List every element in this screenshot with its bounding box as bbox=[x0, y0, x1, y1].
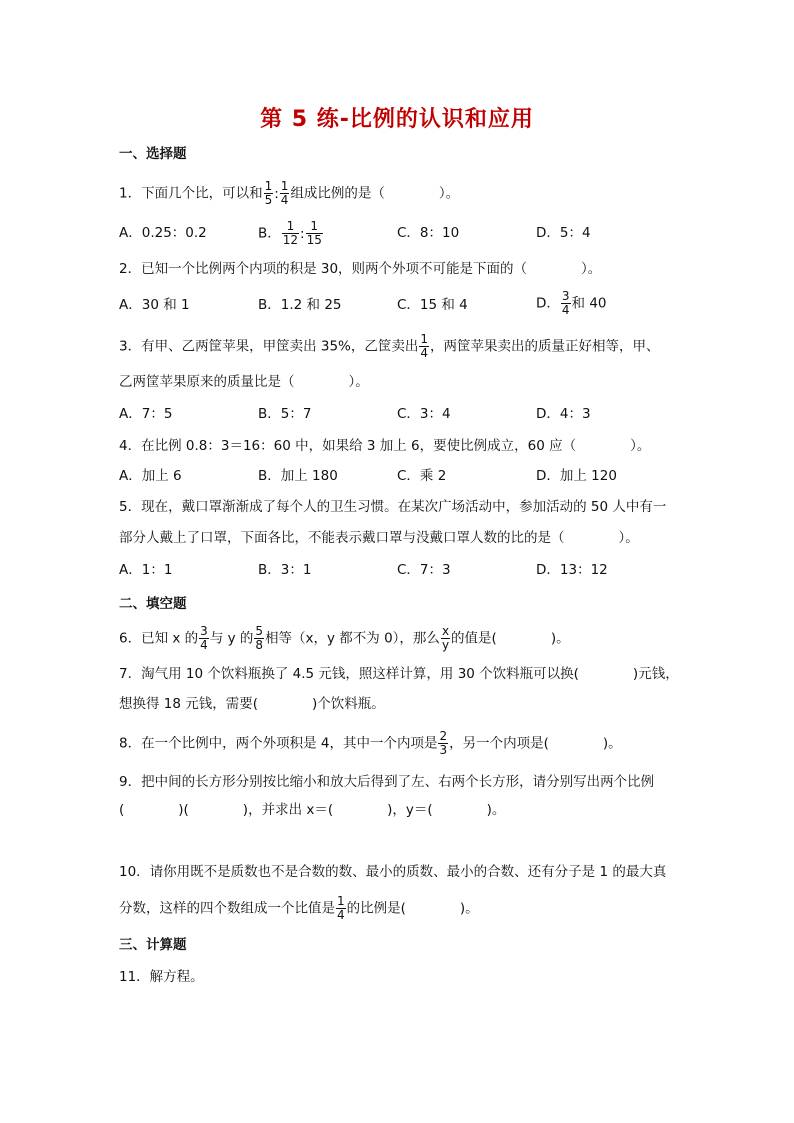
option-b: B． $\frac{1}{12}$ : $\frac{1}{15}$ bbox=[258, 219, 322, 247]
question-9: 9．把中间的长方形分别按比缩小和放大后得到了左、右两个长方形，请分别写出两个比例 bbox=[119, 774, 655, 790]
fraction: $\frac{1}{15}$ bbox=[306, 219, 322, 247]
fraction: $\frac{1}{5}$ bbox=[264, 179, 273, 207]
fraction: $\frac{3}{4}$ bbox=[200, 624, 208, 652]
question-10-line-2: 分数，这样的四个数组成一个比值是 $\frac{1}{4}$ 的比例是( )。 bbox=[119, 894, 479, 922]
fraction: $\frac{x}{y}$ bbox=[441, 624, 450, 652]
option-c: C．15 和 4 bbox=[397, 297, 468, 313]
question-7: 7．淘气用 10 个饮料瓶换了 4.5 元钱，照这样计算，用 30 个饮料瓶可以换( )元钱， bbox=[119, 666, 679, 682]
fraction: $\frac{5}{8}$ bbox=[255, 624, 264, 652]
fraction: $\frac{1}{12}$ bbox=[282, 219, 299, 247]
option-b: B．加上 180 bbox=[258, 468, 338, 484]
question-10: 10．请你用既不是质数也不是合数的数、最小的质数、最小的合数、还有分子是 1 的最大真 bbox=[119, 864, 667, 880]
option-d: D．13：12 bbox=[536, 562, 608, 578]
option-b: B．3：1 bbox=[258, 562, 312, 578]
question-1: 1．下面几个比，可以和 $\frac{1}{5}$ : $\frac{1}{4}$ 组成比例的是（ ）。 bbox=[119, 179, 460, 207]
question-4: 4．在比例 0.8：3＝16：60 中，如果给 3 加上 6，要使比例成立，60 应（ ）。 bbox=[119, 438, 651, 454]
option-c: C．8：10 bbox=[397, 225, 460, 241]
question-1-text: 1．下面几个比，可以和 bbox=[119, 185, 263, 202]
question-2: 2．已知一个比例两个内项的积是 30，则两个外项不可能是下面的（ ）。 bbox=[119, 261, 602, 277]
section-heading-choice: 一、选择题 bbox=[119, 146, 187, 162]
option-a: A．1：1 bbox=[119, 562, 173, 578]
option-d: D．4：3 bbox=[536, 406, 591, 422]
option-a: A．加上 6 bbox=[119, 468, 182, 484]
option-a: A．7：5 bbox=[119, 406, 173, 422]
option-c: C．7：3 bbox=[397, 562, 451, 578]
fraction: $\frac{1}{4}$ bbox=[420, 332, 429, 360]
option-b: B．1.2 和 25 bbox=[258, 297, 342, 313]
fraction: $\frac{1}{4}$ bbox=[280, 179, 289, 207]
question-3-line-2: 乙两筐苹果原来的质量比是（ ）。 bbox=[119, 374, 369, 390]
fraction: $\frac{3}{4}$ bbox=[561, 289, 570, 317]
fraction: $\frac{1}{4}$ bbox=[337, 894, 345, 922]
question-6: 6．已知 x 的 $\frac{3}{4}$ 与 y 的 $\frac{5}{8}$ 相等（x，y 都不为 0），那么 $\frac{x}{y}$ 的值是( )。 bbox=[119, 624, 570, 652]
question-11: 11．解方程。 bbox=[119, 969, 204, 985]
option-d: D．加上 120 bbox=[536, 468, 617, 484]
page-title: 第 5 练-比例的认识和应用 bbox=[260, 107, 534, 132]
question-7-line-2: 想换得 18 元钱，需要( )个饮料瓶。 bbox=[119, 696, 385, 712]
option-d: D． $\frac{3}{4}$ 和 40 bbox=[536, 289, 607, 317]
option-b: B．5：7 bbox=[258, 406, 312, 422]
question-8: 8．在一个比例中，两个外项积是 4，其中一个内项是 $\frac{2}{3}$ ，另一个内项是( )。 bbox=[119, 729, 622, 757]
question-5: 5．现在，戴口罩渐渐成了每个人的卫生习惯。在某次广场活动中，参加活动的 50 人中有一 bbox=[119, 499, 667, 515]
fraction: $\frac{2}{3}$ bbox=[439, 729, 448, 757]
section-heading-fill: 二、填空题 bbox=[119, 596, 187, 612]
option-a: A．0.25：0.2 bbox=[119, 225, 207, 241]
section-heading-calculation: 三、计算题 bbox=[119, 937, 187, 953]
option-d: D．5：4 bbox=[536, 225, 591, 241]
question-3: 3．有甲、乙两筐苹果，甲筐卖出 35%，乙筐卖出 $\frac{1}{4}$ ，两筐苹果卖出的质量正好相等，甲、 bbox=[119, 332, 660, 360]
option-c: C．3：4 bbox=[397, 406, 451, 422]
question-9-line-2: ( )( )，并求出 x＝( )，y＝( )。 bbox=[119, 802, 506, 818]
option-c: C．乘 2 bbox=[397, 468, 447, 484]
option-a: A．30 和 1 bbox=[119, 297, 190, 313]
question-5-line-2: 部分人戴上了口罩，下面各比，不能表示戴口罩与没戴口罩人数的比的是（ ）。 bbox=[119, 530, 639, 546]
